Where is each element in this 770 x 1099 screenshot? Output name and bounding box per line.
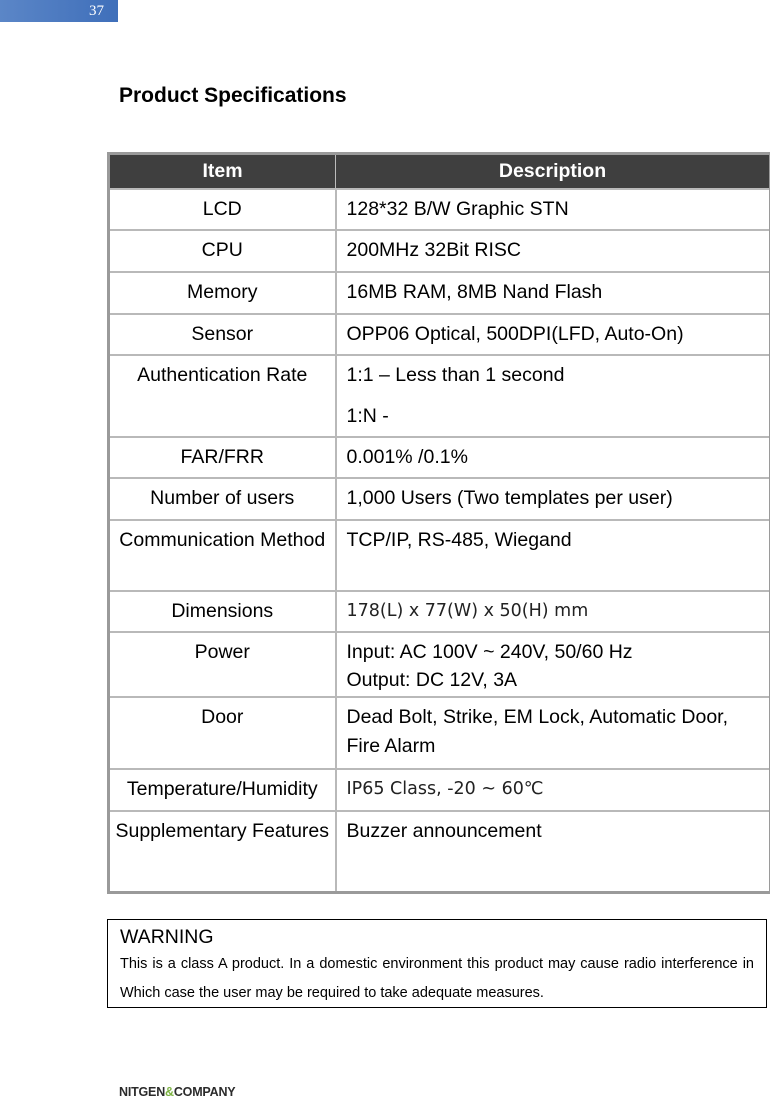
header-item: Item	[109, 154, 336, 190]
spec-line: 128*32 B/W Graphic STN	[346, 198, 569, 220]
table-row	[109, 697, 770, 769]
spec-description	[336, 520, 770, 591]
spec-line: 1:1 – Less than 1 second	[346, 364, 565, 386]
spec-item: FAR/FRR	[109, 437, 336, 478]
table-row	[109, 591, 770, 632]
spec-description	[336, 769, 770, 811]
spec-line: 1,000 Users (Two templates per user)	[346, 487, 673, 509]
company-logo	[119, 1085, 235, 1099]
spec-line: 0.001% /0.1%	[346, 446, 468, 468]
spec-item: Number of users	[109, 478, 336, 520]
spec-item: Dimensions	[109, 591, 336, 632]
spec-description	[336, 355, 770, 437]
spec-line: Output: DC 12V, 3A	[346, 669, 518, 691]
warning-text: This is a class A product. In a domestic environment this product may cause radio interference in Which case the user may be required to take adequate measures.	[120, 956, 754, 1001]
spec-item: CPU	[109, 230, 336, 272]
logo-right: COMPANY	[173, 1085, 236, 1099]
spec-line: Input: AC 100V ~ 240V, 50/60 Hz	[346, 641, 633, 663]
spec-line: 1:N -	[346, 405, 389, 427]
table-row	[109, 189, 770, 230]
spec-item: Authentication Rate	[109, 355, 336, 437]
page-number-tab	[0, 0, 118, 22]
table-row	[109, 355, 770, 437]
spec-description	[336, 632, 770, 697]
table-row	[109, 478, 770, 520]
spec-item: Temperature/Humidity	[109, 769, 336, 811]
spec-line: Dead Bolt, Strike, EM Lock, Automatic Door, Fire Alarm	[346, 706, 728, 757]
spec-description	[336, 591, 770, 632]
table-row	[109, 437, 770, 478]
table-header-row	[109, 154, 770, 190]
logo-left: NITGEN	[119, 1085, 166, 1099]
spec-item: Door	[109, 697, 336, 769]
spec-line: Buzzer announcement	[346, 820, 542, 842]
spec-line: IP65 Class, -20 ~ 60℃	[346, 779, 544, 799]
spec-description	[336, 230, 770, 272]
table-row	[109, 632, 770, 697]
spec-description	[336, 697, 770, 769]
spec-description	[336, 437, 770, 478]
spec-line: 16MB RAM, 8MB Nand Flash	[346, 281, 603, 303]
spec-item: LCD	[109, 189, 336, 230]
spec-item: Supplementary Features	[109, 811, 336, 892]
spec-description	[336, 189, 770, 230]
spec-table	[107, 152, 770, 894]
table-row	[109, 272, 770, 314]
spec-item: Communication Method	[109, 520, 336, 591]
spec-item: Memory	[109, 272, 336, 314]
spec-line: 200MHz 32Bit RISC	[346, 239, 521, 261]
table-row	[109, 230, 770, 272]
header-description: Description	[336, 154, 770, 190]
spec-item: Sensor	[109, 314, 336, 355]
spec-line: TCP/IP, RS-485, Wiegand	[346, 529, 572, 551]
spec-line: OPP06 Optical, 500DPI(LFD, Auto-On)	[346, 323, 684, 345]
table-row	[109, 314, 770, 355]
warning-box	[107, 919, 767, 1008]
page-title: Product Specifications	[119, 84, 347, 107]
spec-description	[336, 314, 770, 355]
spec-description	[336, 811, 770, 892]
spec-description	[336, 272, 770, 314]
spec-line: 178(L) x 77(W) x 50(H) mm	[346, 601, 589, 621]
table-row	[109, 520, 770, 591]
spec-item: Power	[109, 632, 336, 697]
table-row	[109, 811, 770, 892]
page-number: 37	[89, 3, 104, 19]
warning-title: WARNING	[120, 926, 214, 948]
spec-description	[336, 478, 770, 520]
logo-ampersand: &	[165, 1085, 174, 1099]
table-row	[109, 769, 770, 811]
